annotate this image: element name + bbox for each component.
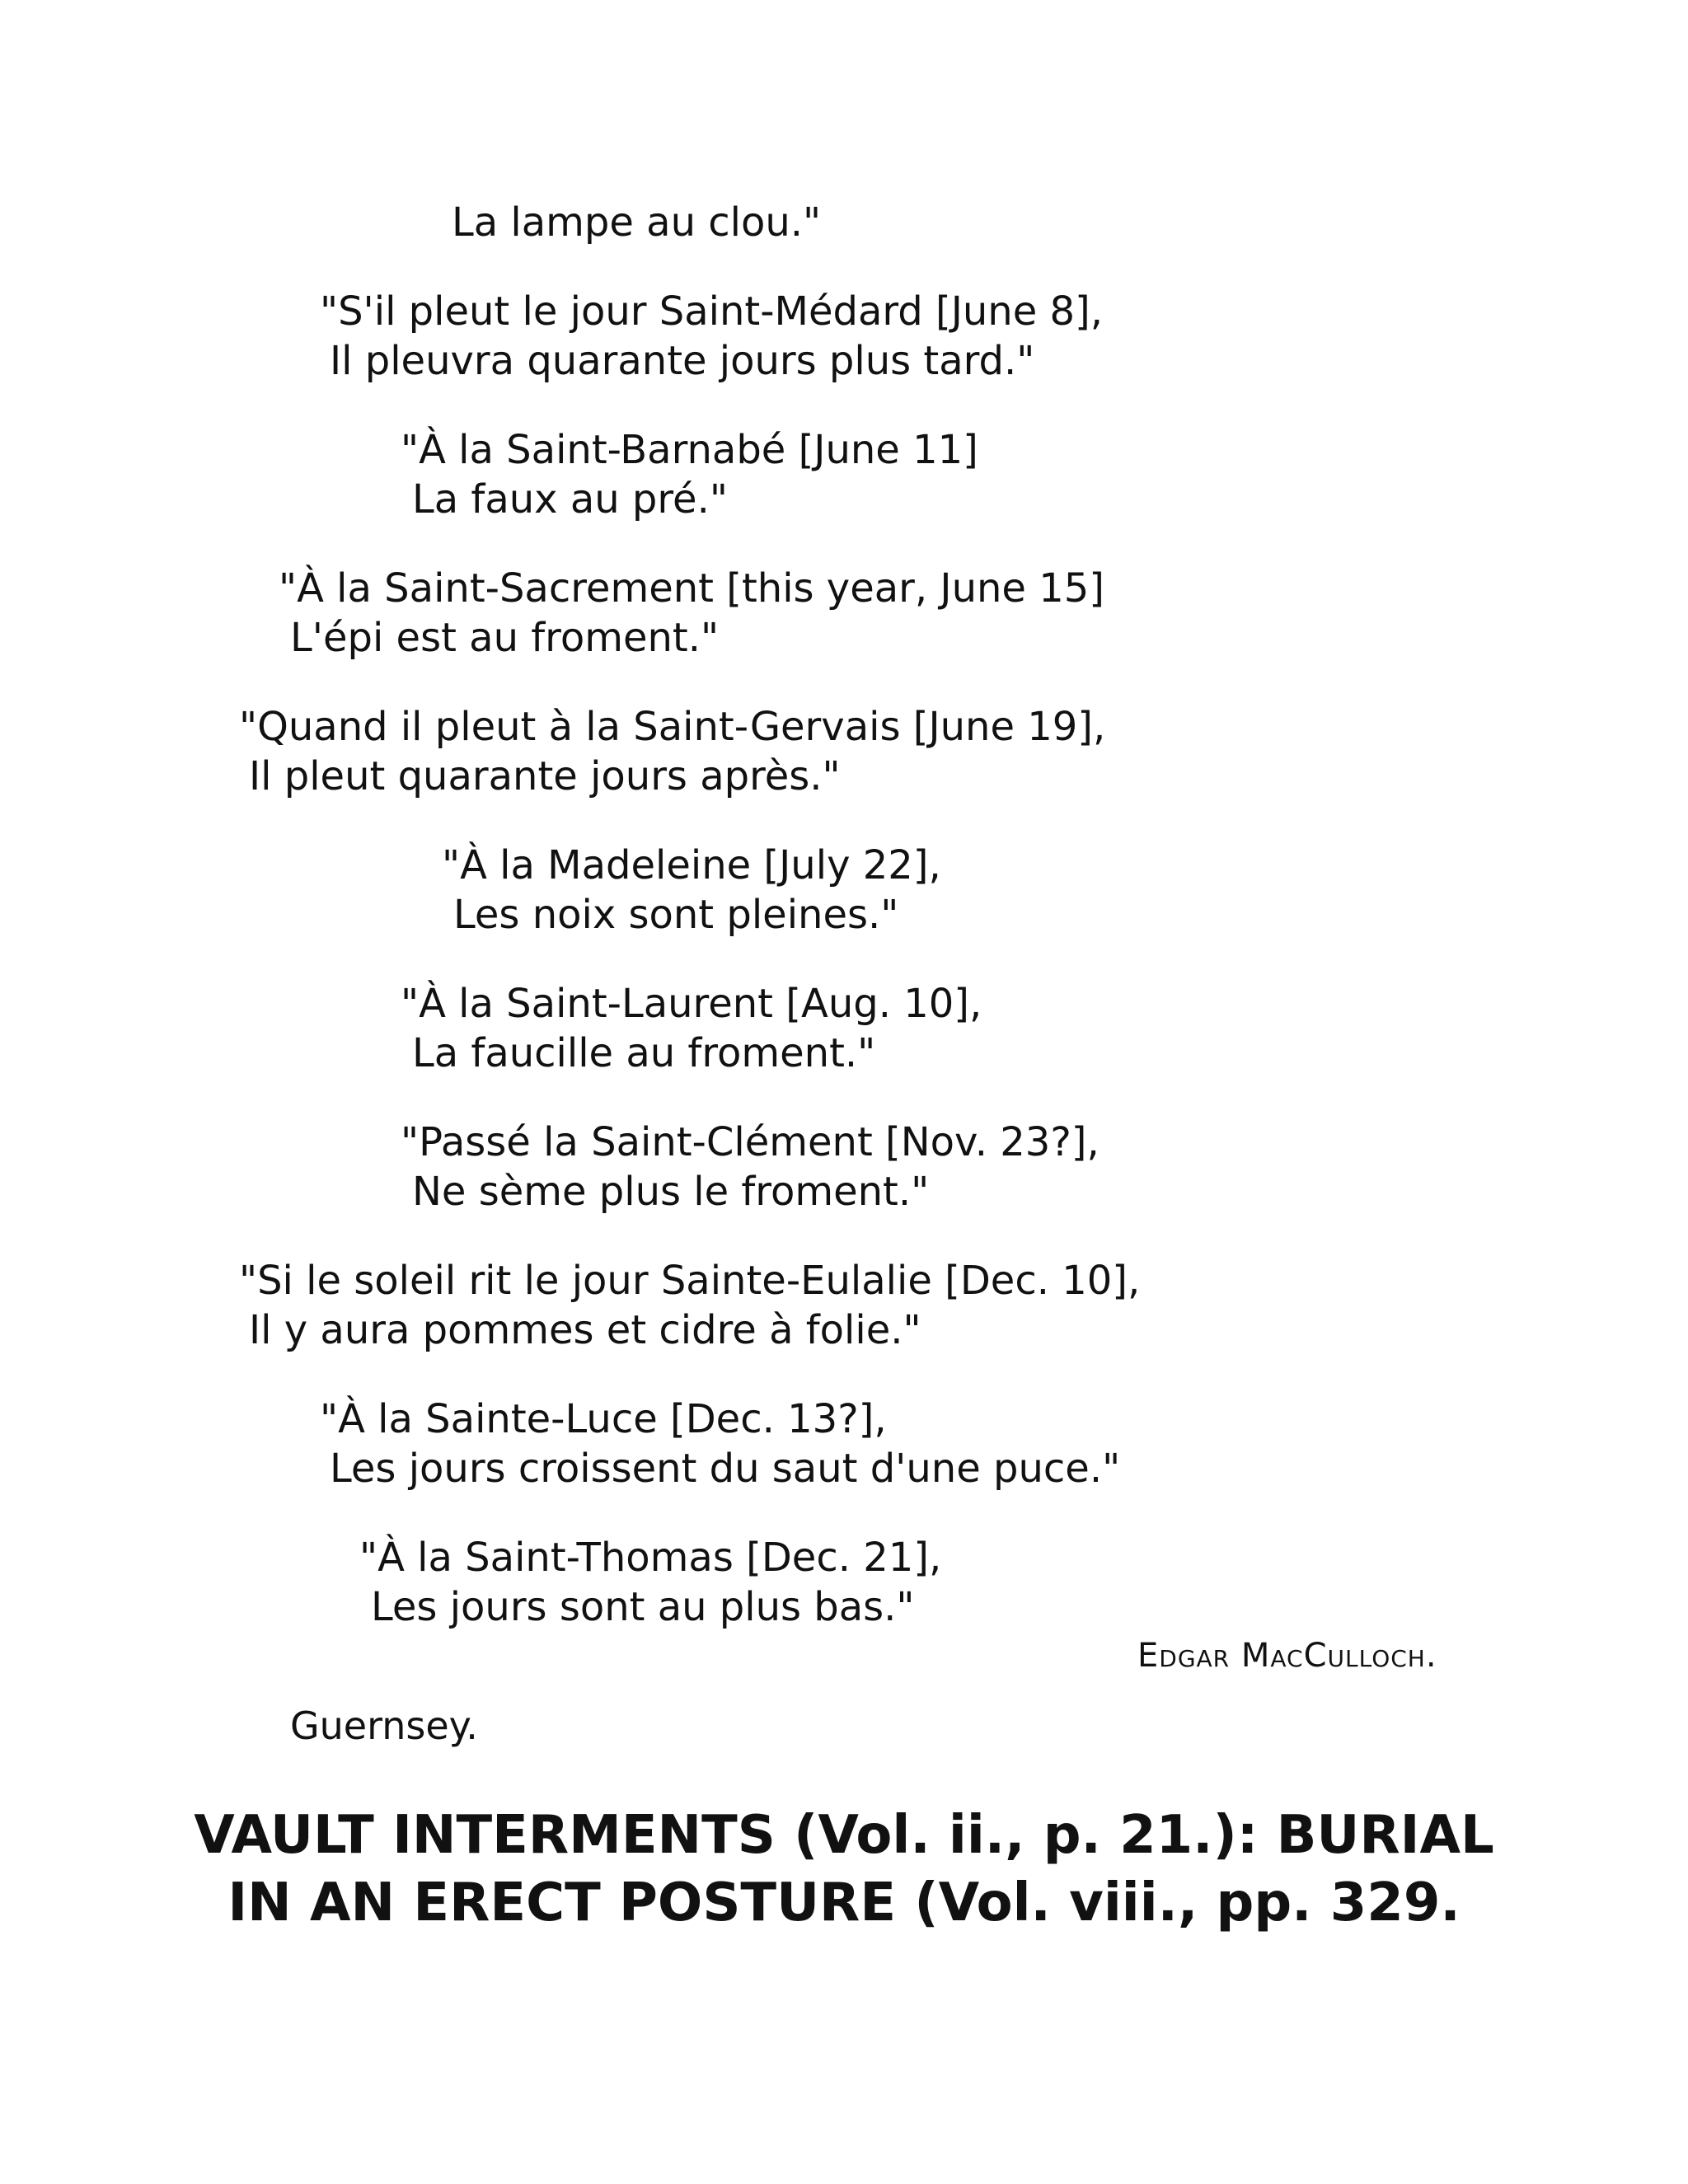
verse-line: "À la Saint-Laurent [Aug. 10], bbox=[401, 981, 982, 1027]
verse-line: "Quand il pleut à la Saint-Gervais [June 19], bbox=[239, 704, 1106, 750]
verse-line: "À la Madeleine [July 22], bbox=[442, 842, 941, 888]
verse-line: L'épi est au froment." bbox=[290, 615, 720, 661]
verse-line: Les noix sont pleines." bbox=[453, 892, 899, 938]
verse-line: Les jours sont au plus bas." bbox=[371, 1584, 915, 1630]
verse-line: "À la Sainte-Luce [Dec. 13?], bbox=[320, 1396, 887, 1442]
verse-line: La faux au pré." bbox=[412, 476, 728, 523]
author-signature: Edgar MacCulloch. bbox=[1137, 1637, 1437, 1675]
verse-line: Il pleuvra quarante jours plus tard." bbox=[330, 338, 1035, 384]
verse-line: Il pleut quarante jours après." bbox=[249, 753, 841, 799]
verse-line: Il y aura pommes et cidre à folie." bbox=[249, 1307, 921, 1353]
verse-line: Ne sème plus le froment." bbox=[412, 1169, 930, 1215]
verse-line: "Passé la Saint-Clément [Nov. 23?], bbox=[401, 1119, 1100, 1165]
section-heading-line-1: VAULT INTERMENTS (Vol. ii., p. 21.): BURIAL bbox=[194, 1805, 1494, 1866]
verse-line: "Si le soleil rit le jour Sainte-Eulalie [Dec. 10], bbox=[239, 1258, 1141, 1304]
place-name: Guernsey. bbox=[290, 1704, 478, 1748]
verse-line: Les jours croissent du saut d'une puce." bbox=[330, 1446, 1121, 1492]
section-heading-line-2: IN AN ERECT POSTURE (Vol. viii., pp. 329. bbox=[227, 1872, 1461, 1933]
verse-line: La lampe au clou." bbox=[452, 199, 822, 246]
verse-line: La faucille au froment." bbox=[412, 1030, 876, 1076]
verse-line: "À la Saint-Barnabé [June 11] bbox=[401, 427, 978, 473]
verse-line: "À la Saint-Thomas [Dec. 21], bbox=[359, 1535, 942, 1581]
verse-line: "S'il pleut le jour Saint-Médard [June 8], bbox=[320, 288, 1104, 335]
verse-line: "À la Saint-Sacrement [this year, June 15] bbox=[279, 565, 1104, 612]
